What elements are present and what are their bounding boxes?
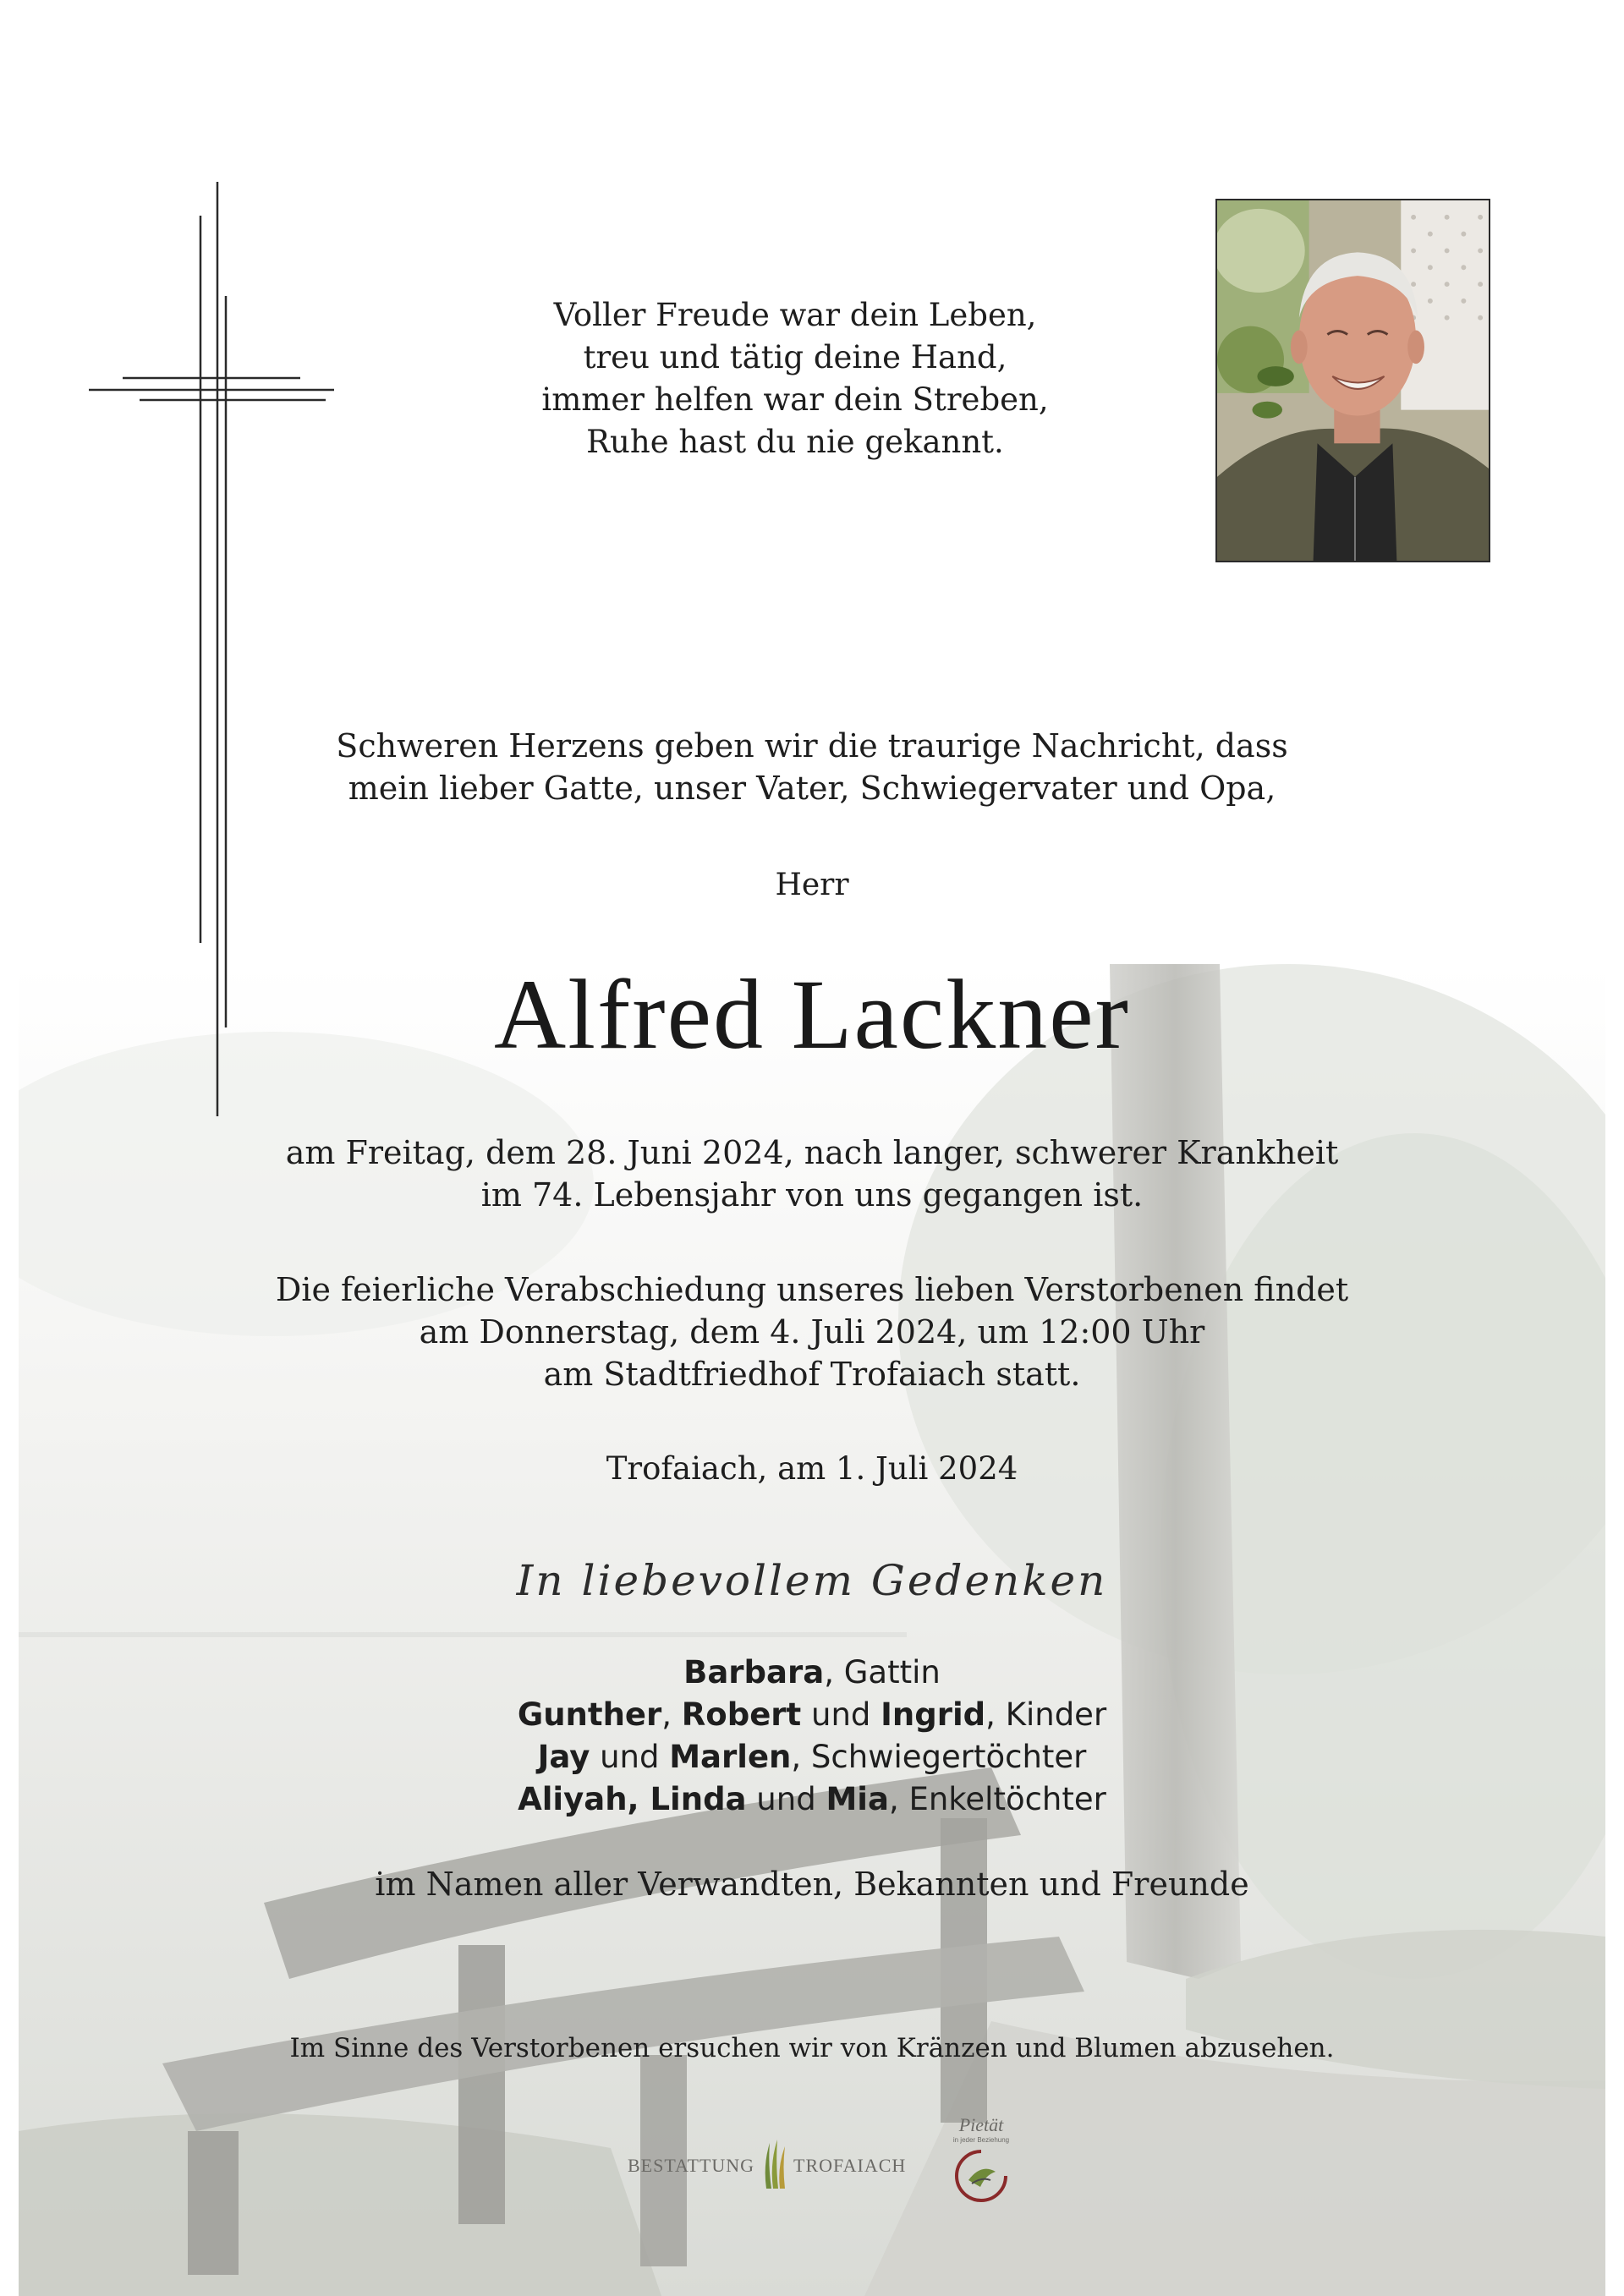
- family-list: [304, 1652, 1320, 1821]
- death-line: am Freitag, dem 28. Juni 2024, nach langer, schwerer Krankheit: [285, 1134, 1339, 1171]
- family-line-granddaughters: [304, 1778, 1320, 1821]
- family-relation: , Enkeltöchter: [888, 1781, 1106, 1817]
- pietaet-emblem-icon: [952, 2146, 1011, 2206]
- logo-text-right: TROFAIACH: [793, 2155, 907, 2176]
- logo-text: Pietät: [958, 2114, 1004, 2135]
- logo-subtext: in jeder Beziehung: [952, 2136, 1010, 2144]
- family-name: Ingrid: [881, 1696, 986, 1733]
- memory-heading: In liebevollem Gedenken: [516, 1556, 1108, 1605]
- separator: und: [801, 1696, 881, 1733]
- verse-line: treu und tätig deine Hand,: [583, 339, 1007, 375]
- family-line-children: [304, 1694, 1320, 1736]
- funeral-line: Die feierliche Verabschiedung unseres lieben Verstorbenen findet: [275, 1271, 1349, 1308]
- separator: und: [746, 1781, 826, 1817]
- intro-line: mein lieber Gatte, unser Vater, Schwiegervater und Opa,: [348, 770, 1276, 807]
- family-relation: , Gattin: [824, 1654, 941, 1690]
- family-name: Aliyah, Linda: [518, 1781, 747, 1817]
- family-relation: , Schwiegertöchter: [791, 1739, 1087, 1775]
- family-line-daughters-in-law: [304, 1736, 1320, 1778]
- family-line-spouse: [304, 1652, 1320, 1694]
- intro-line: Schweren Herzens geben wir die traurige Nachricht, dass: [336, 727, 1288, 764]
- death-details: [186, 1132, 1438, 1216]
- family-relation: , Kinder: [985, 1696, 1107, 1733]
- logo-text-left: BESTATTUNG: [628, 2155, 755, 2176]
- deceased-name: Alfred Lackner: [494, 959, 1130, 1070]
- on-behalf-line: im Namen aller Verwandten, Bekannten und Freunde: [375, 1866, 1249, 1903]
- family-name: Robert: [681, 1696, 802, 1733]
- family-name: Barbara: [683, 1654, 825, 1690]
- portrait-photo: [1215, 199, 1490, 562]
- funeral-line: am Donnerstag, dem 4. Juli 2024, um 12:00 Uhr: [419, 1313, 1205, 1351]
- funeral-details: [186, 1269, 1438, 1395]
- verse-line: Ruhe hast du nie gekannt.: [586, 424, 1004, 460]
- pietaet-logo: [935, 2114, 1028, 2207]
- verse-line: Voller Freude war dein Leben,: [553, 297, 1037, 333]
- death-line: im 74. Lebensjahr von uns gegangen ist.: [480, 1176, 1144, 1214]
- family-name: Jay: [537, 1739, 590, 1775]
- bestattung-trofaiach-logo: [628, 2140, 928, 2190]
- verse-line: immer helfen war dein Streben,: [541, 381, 1049, 418]
- separator: ,: [661, 1696, 682, 1733]
- place-and-date: Trofaiach, am 1. Juli 2024: [606, 1450, 1018, 1487]
- salutation: Herr: [775, 868, 849, 902]
- funeral-line: am Stadtfriedhof Trofaiach statt.: [543, 1356, 1081, 1393]
- flame-icon: [761, 2140, 790, 2190]
- flowers-request: Im Sinne des Verstorbenen ersuchen wir von Kränzen und Blumen abzusehen.: [289, 2033, 1335, 2063]
- family-name: Mia: [826, 1781, 889, 1817]
- announcement-intro: [254, 725, 1370, 809]
- separator: und: [590, 1739, 670, 1775]
- family-name: Gunther: [517, 1696, 662, 1733]
- family-name: Marlen: [669, 1739, 792, 1775]
- memorial-verse: [474, 294, 1116, 463]
